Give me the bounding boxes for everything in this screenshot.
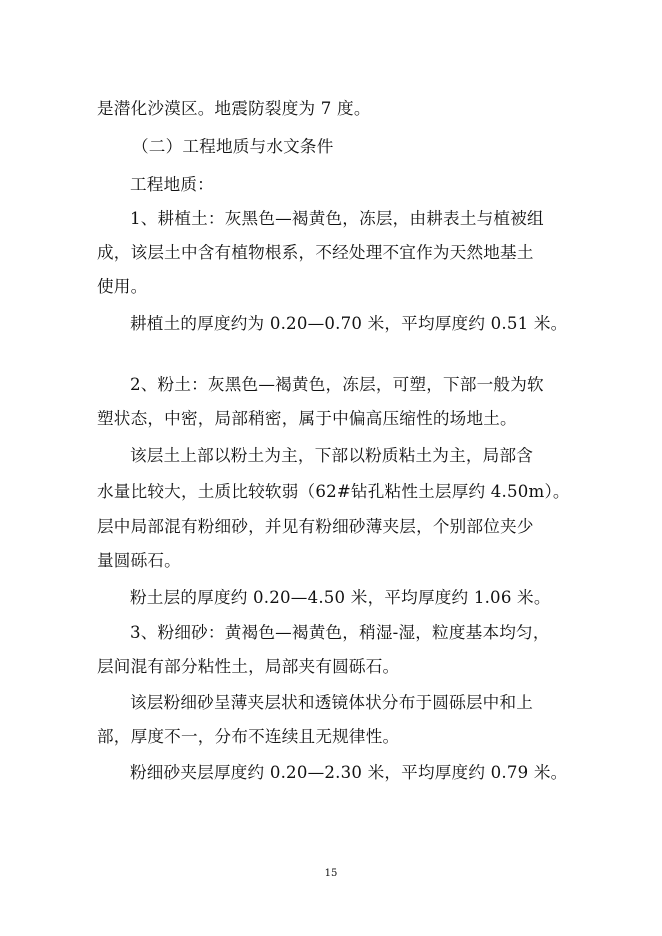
paragraph-line: 该层粉细砂呈薄夹层状和透镜体状分布于圆砾层中和上 bbox=[130, 693, 534, 712]
subsection-heading: 工程地质： bbox=[130, 175, 214, 194]
paragraph-line: 耕植土的厚度约为 0.20—0.70 米，平均厚度约 0.51 米。 bbox=[130, 314, 568, 333]
paragraph-line: 水量比较大，土质比较软弱（62#钻孔粘性土层厚约 4.50m）。 bbox=[97, 482, 570, 501]
paragraph-line: 该层土上部以粉土为主，下部以粉质粘土为主，局部含 bbox=[130, 446, 534, 465]
paragraph-line: 成，该层土中含有植物根系，不经处理不宜作为天然地基土 bbox=[97, 243, 534, 262]
page-number: 15 bbox=[324, 868, 338, 879]
paragraph-line: 塑状态，中密，局部稍密，属于中偏高压缩性的场地土。 bbox=[97, 409, 517, 428]
paragraph-line: 部，厚度不一，分布不连续且无规律性。 bbox=[97, 727, 400, 746]
paragraph-line: 使用。 bbox=[97, 277, 148, 296]
paragraph-line: 层中局部混有粉细砂，并见有粉细砂薄夹层，个别部位夹少 bbox=[97, 517, 534, 536]
paragraph-line: 量圆砾石。 bbox=[97, 551, 181, 570]
section-heading: （二）工程地质与水文条件 bbox=[132, 137, 334, 156]
paragraph-line: 是潜化沙漠区。地震防裂度为 7 度。 bbox=[97, 99, 371, 118]
paragraph-line: 1、耕植土：灰黑色—褐黄色，冻层，由耕表土与植被组 bbox=[130, 209, 544, 228]
paragraph-line: 粉土层的厚度约 0.20—4.50 米，平均厚度约 1.06 米。 bbox=[130, 588, 551, 607]
paragraph-line: 3、粉细砂：黄褐色—褐黄色，稍湿-湿，粒度基本均匀， bbox=[130, 623, 550, 642]
paragraph-line: 粉细砂夹层厚度约 0.20—2.30 米，平均厚度约 0.79 米。 bbox=[130, 763, 568, 782]
paragraph-line: 层间混有部分粘性土，局部夹有圆砾石。 bbox=[97, 657, 400, 676]
paragraph-line: 2、粉土：灰黑色—褐黄色，冻层，可塑，下部一般为软 bbox=[130, 375, 544, 394]
